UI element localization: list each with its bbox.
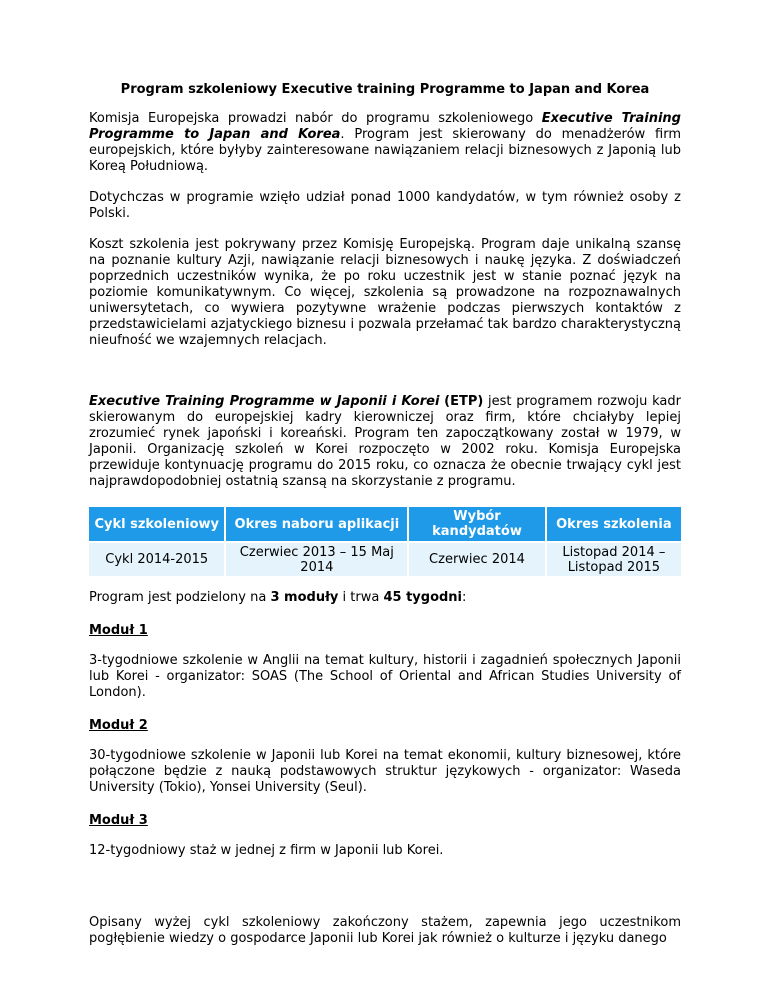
table-row bbox=[89, 543, 681, 576]
module-1-heading: Moduł 1 bbox=[89, 623, 148, 638]
table-cell: Czerwiec 2013 – 15 Maj 2014 bbox=[226, 543, 407, 576]
column-header: Okres szkolenia bbox=[547, 507, 681, 541]
table-cell: Cykl 2014-2015 bbox=[89, 543, 224, 576]
module-2-text: 30-tygodniowe szkolenie w Japonii lub Korei na temat ekonomii, kultury biznesowej, które połączone będzie z nauką podstawowych struktur językowych - organizator: Waseda University (Tokio), Yonsei University (Seul). bbox=[89, 748, 681, 795]
module-1-text: 3-tygodniowe szkolenie w Anglii na temat kultury, historii i zagadnień społecznych Japonii lub Korei - organizator: SOAS (The School of Oriental and African Studies University of London). bbox=[89, 653, 681, 700]
module-2-heading: Moduł 2 bbox=[89, 718, 148, 733]
cost-paragraph: Koszt szkolenia jest pokrywany przez Komisję Europejską. Program daje unikalną szansę na poznanie kultury Azji, nawiązanie relacji biznesowych i naukę języka. Z doświadczeń poprzednich uczestników wynika, że po roku uczestnik jest w stanie poznać język na poziomie komunikatywnym. Co więcej, szkolenia są prowadzone na rozpoznawalnych uniwersytetach, co wywiera pozytywne wrażenie podczas pierwszych kontaktów z przedstawicielami azjatyckiego biznesu i pozwala przełamać tak bardzo charakterystyczną nieufność we wzajemnych relacjach. bbox=[89, 237, 681, 348]
modules-lead: Program jest podzielony na 3 moduły i trwa 45 tygodni: bbox=[89, 590, 467, 605]
module-3-text: 12-tygodniowy staż w jednej z firm w Japonii lub Korei. bbox=[89, 843, 444, 858]
column-header: Okres naboru aplikacji bbox=[226, 507, 407, 541]
column-header: Wybór kandydatów bbox=[409, 507, 545, 541]
page-title: Program szkoleniowy Executive training Programme to Japan and Korea bbox=[120, 82, 650, 97]
etp-paragraph: Executive Training Programme w Japonii i Korei (ETP) jest programem rozwoju kadr skierowanym do europejskiej kadry kierowniczej oraz firm, które chciałyby lepiej zrozumieć rynek japoński i koreański. Program ten zapoczątkowany został w 1979, w Japonii. Organizację szkoleń w Korei rozpoczęto w 2002 roku. Komisja Europejska przewiduje kontynuację programu do 2015 roku, co oznacza że obecnie trwający cykl jest najprawdopodobniej ostatnią szansą na skorzystanie z programu. bbox=[89, 394, 681, 489]
closing-paragraph: Opisany wyżej cykl szkoleniowy zakończony stażem, zapewnia jego uczestnikom pogłębienie wiedzy o gospodarce Japonii lub Korei jak również o kulturze i języku danego bbox=[89, 915, 681, 946]
schedule-table bbox=[87, 505, 683, 578]
participants-paragraph: Dotychczas w programie wzięło udział ponad 1000 kandydatów, w tym również osoby z Polski. bbox=[89, 190, 681, 221]
document-page bbox=[89, 82, 681, 947]
intro-paragraph: Komisja Europejska prowadzi nabór do programu szkoleniowego Executive Training Programme to Japan and Korea. Program jest skierowany do menadżerów firm europejskich, które byłyby zainteresowane nawiązaniem relacji biznesowych z Japonią lub Koreą Południową. bbox=[89, 111, 681, 174]
module-3-heading: Moduł 3 bbox=[89, 813, 148, 828]
column-header: Cykl szkoleniowy bbox=[89, 507, 224, 541]
table-header-row bbox=[89, 507, 681, 541]
programme-name: Executive Training Programme to Japan and Korea bbox=[89, 111, 681, 142]
table-cell: Listopad 2014 – Listopad 2015 bbox=[547, 543, 681, 576]
table-cell: Czerwiec 2014 bbox=[409, 543, 545, 576]
